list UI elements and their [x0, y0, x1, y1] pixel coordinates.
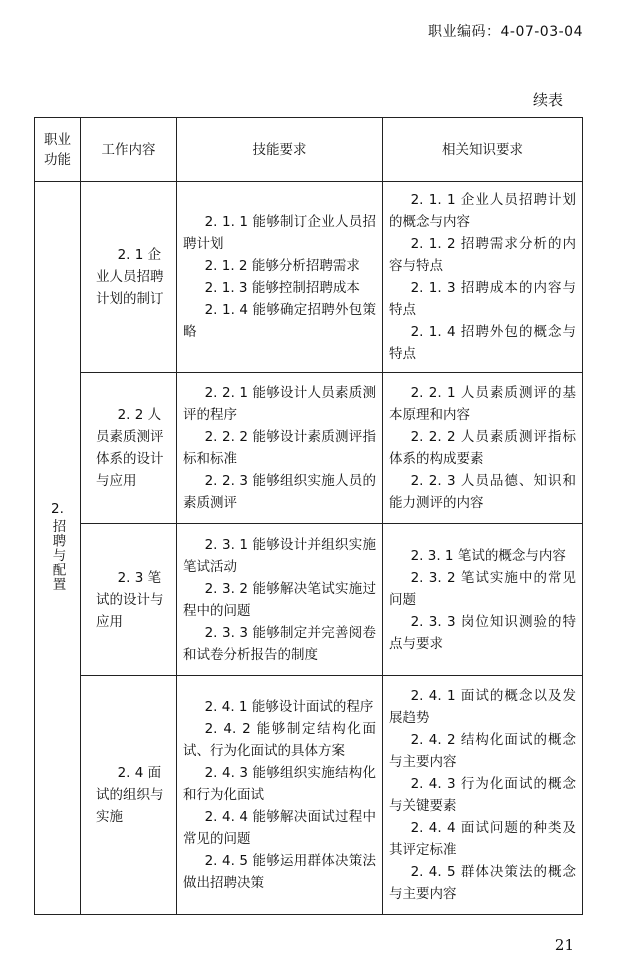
skill-item: 2. 4. 3 能够组织实施结构化和行为化面试 [183, 765, 376, 803]
skill-item: 2. 1. 3 能够控制招聘成本 [204, 280, 360, 296]
knowledge-item: 2. 2. 1 人员素质测评的基本原理和内容 [389, 385, 576, 423]
knowledge-item: 2. 3. 2 笔试实施中的常见问题 [389, 569, 576, 608]
skill-item: 2. 4. 2 能够制定结构化面试、行为化面试的具体方案 [183, 721, 376, 759]
knowledge-item: 2. 4. 1 面试的概念以及发展趋势 [389, 688, 576, 726]
knowledge-cell [383, 676, 583, 915]
skill-item: 2. 2. 3 能够组织实施人员的素质测评 [183, 473, 376, 511]
table-row [35, 676, 583, 915]
skill-item: 2. 1. 1 能够制订企业人员招聘计划 [183, 214, 376, 252]
knowledge-item: 2. 4. 2 结构化面试的概念与主要内容 [389, 732, 576, 770]
skill-item: 2. 4. 1 能够设计面试的程序 [204, 699, 374, 715]
knowledge-item: 2. 1. 2 招聘需求分析的内容与特点 [389, 236, 576, 274]
work-content-cell [81, 676, 177, 915]
continued-label: 续表 [532, 91, 563, 109]
header-function-line2: 功能 [44, 151, 71, 168]
knowledge-item: 2. 1. 1 企业人员招聘计划的概念与内容 [389, 192, 576, 230]
skills-cell [177, 182, 383, 373]
skill-item: 2. 1. 2 能够分析招聘需求 [204, 258, 360, 274]
function-name: 招聘与配置 [49, 518, 66, 592]
table-row [35, 524, 583, 676]
knowledge-item: 2. 2. 3 人员品德、知识和能力测评的内容 [389, 473, 576, 511]
header-work-content: 工作内容 [81, 118, 177, 182]
knowledge-item: 2. 1. 3 招聘成本的内容与特点 [389, 280, 576, 318]
job-code: 职业编码：4-07-03-04 [427, 24, 583, 40]
skill-item: 2. 4. 4 能够解决面试过程中常见的问题 [183, 809, 376, 847]
knowledge-cell [383, 524, 583, 676]
knowledge-item: 2. 3. 3 岗位知识测验的特点与要求 [389, 613, 576, 652]
table-row [35, 182, 583, 373]
skill-item: 2. 4. 5 能够运用群体决策法做出招聘决策 [183, 853, 376, 891]
work-content-text: 2. 2 人员素质测评体系的设计与应用 [96, 407, 164, 489]
function-cell [35, 182, 81, 915]
skills-cell [177, 524, 383, 676]
work-content-cell [81, 373, 177, 524]
function-number: 2. [51, 500, 64, 517]
knowledge-item: 2. 4. 5 群体决策法的概念与主要内容 [389, 864, 576, 902]
table-row [35, 373, 583, 524]
knowledge-item: 2. 4. 3 行为化面试的概念与关键要素 [389, 776, 576, 814]
header-knowledge: 相关知识要求 [383, 118, 583, 182]
skills-table [34, 117, 583, 915]
skill-item: 2. 3. 1 能够设计并组织实施笔试活动 [183, 536, 376, 575]
skills-cell [177, 676, 383, 915]
skill-item: 2. 3. 3 能够制定并完善阅卷和试卷分析报告的制度 [183, 624, 376, 663]
header-skills: 技能要求 [177, 118, 383, 182]
skill-item: 2. 2. 2 能够设计素质测评指标和标准 [183, 429, 376, 467]
skill-item: 2. 2. 1 能够设计人员素质测评的程序 [183, 385, 376, 423]
knowledge-item: 2. 2. 2 人员素质测评指标体系的构成要素 [389, 429, 576, 467]
skills-cell [177, 373, 383, 524]
knowledge-cell [383, 373, 583, 524]
knowledge-item: 2. 3. 1 笔试的概念与内容 [410, 547, 566, 564]
work-content-text: 2. 1 企业人员招聘计划的制订 [96, 247, 164, 307]
work-content-cell [81, 182, 177, 373]
knowledge-item: 2. 1. 4 招聘外包的概念与特点 [389, 324, 576, 362]
work-content-text: 2. 4 面试的组织与实施 [96, 765, 164, 825]
table-header-row [35, 118, 583, 182]
work-content-text: 2. 3 笔试的设计与应用 [96, 569, 164, 630]
page-number: 21 [554, 936, 574, 954]
skill-item: 2. 3. 2 能够解决笔试实施过程中的问题 [183, 580, 376, 619]
knowledge-cell [383, 182, 583, 373]
knowledge-item: 2. 4. 4 面试问题的种类及其评定标准 [389, 820, 576, 858]
header-function [35, 118, 81, 182]
header-function-line1: 职业 [44, 131, 71, 148]
skill-item: 2. 1. 4 能够确定招聘外包策略 [183, 302, 376, 340]
work-content-cell [81, 524, 177, 676]
